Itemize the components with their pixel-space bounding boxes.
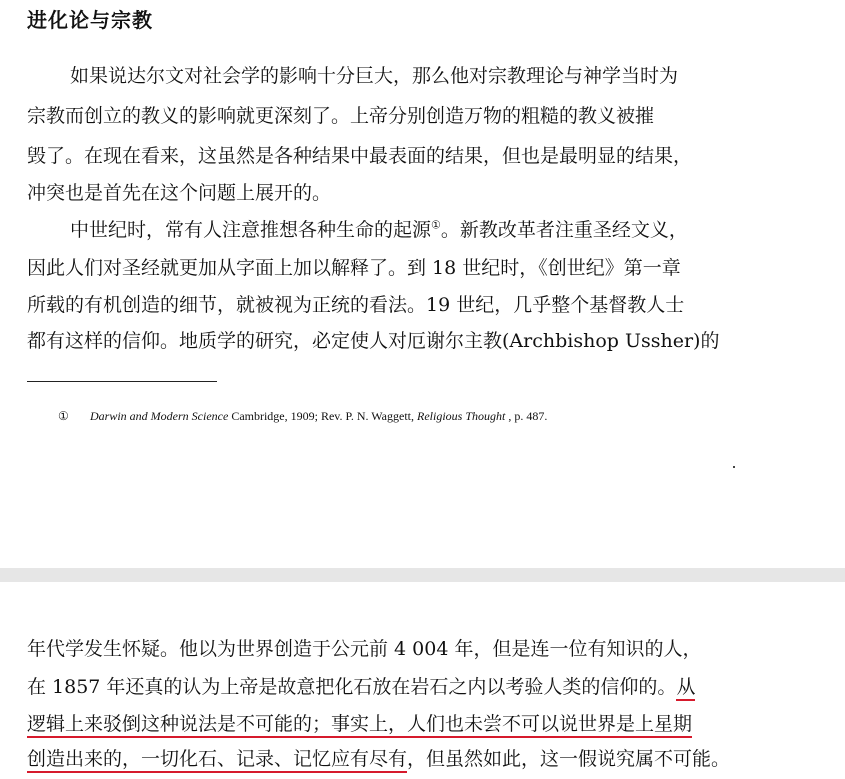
text-line-2: 宗教而创立的教义的影响就更深刻了。上帝分别创造万物的粗糙的教义被摧 — [27, 105, 655, 127]
underlined-text-end: 创造出来的，一切化石、记录、记忆应有尽有 — [27, 748, 407, 773]
text-line-1: 如果说达尔文对社会学的影响十分巨大，那么他对宗教理论与神学当时为 — [70, 65, 679, 87]
text-line-5-end: 。新教改革者注重圣经文义， — [440, 219, 688, 241]
underlined-text-start: 从 — [676, 676, 695, 701]
text-line-5-start: 中世纪时，常有人注意推想各种生命的起源 — [70, 219, 432, 241]
footnote-text-1: Cambridge, 1909; Rev. P. N. Waggett, — [228, 409, 417, 423]
section-heading: 进化论与宗教 — [27, 8, 153, 32]
footnote-reference: ① — [431, 218, 441, 232]
underlined-text-middle: 逻辑上来驳倒这种说法是不可能的；事实上，人们也未尝不可以说世界是上星期 — [27, 713, 692, 738]
page-separator — [0, 568, 845, 582]
footnote-work-title-1: Darwin and Modern Science — [90, 409, 229, 423]
text-line-10 — [27, 672, 695, 702]
text-line-11 — [27, 709, 692, 739]
footnote-text-2: , p. 487. — [505, 409, 548, 423]
text-line-5 — [70, 215, 688, 245]
text-line-12-plain: ，但虽然如此，这一假说究属不可能。 — [407, 748, 731, 770]
page-lower — [0, 582, 845, 779]
text-line-6: 因此人们对圣经就更加从字面上加以解释了。到 18 世纪时，《创世纪》第一章 — [27, 257, 681, 279]
text-line-12 — [27, 744, 730, 774]
text-line-10-plain: 在 1857 年还真的认为上帝是故意把化石放在岩石之内以考验人类的信仰的。 — [27, 676, 677, 698]
footnote-divider — [27, 381, 217, 382]
footnote — [58, 409, 547, 424]
footnote-marker: ① — [58, 409, 69, 423]
text-line-7: 所载的有机创造的细节，就被视为正统的看法。19 世纪，几乎整个基督教人士 — [27, 294, 685, 316]
scan-speck — [733, 466, 735, 468]
footnote-work-title-2: Religious Thought — [417, 409, 506, 423]
text-line-4: 冲突也是首先在这个问题上展开的。 — [27, 182, 332, 204]
text-line-3: 毁了。在现在看来，这虽然是各种结果中最表面的结果，但也是最明显的结果， — [27, 145, 693, 167]
text-line-8: 都有这样的信仰。地质学的研究，必定使人对厄谢尔主教(Archbishop Ussher)的 — [27, 330, 720, 352]
text-line-9: 年代学发生怀疑。他以为世界创造于公元前 4 004 年，但是连一位有知识的人， — [27, 638, 702, 660]
